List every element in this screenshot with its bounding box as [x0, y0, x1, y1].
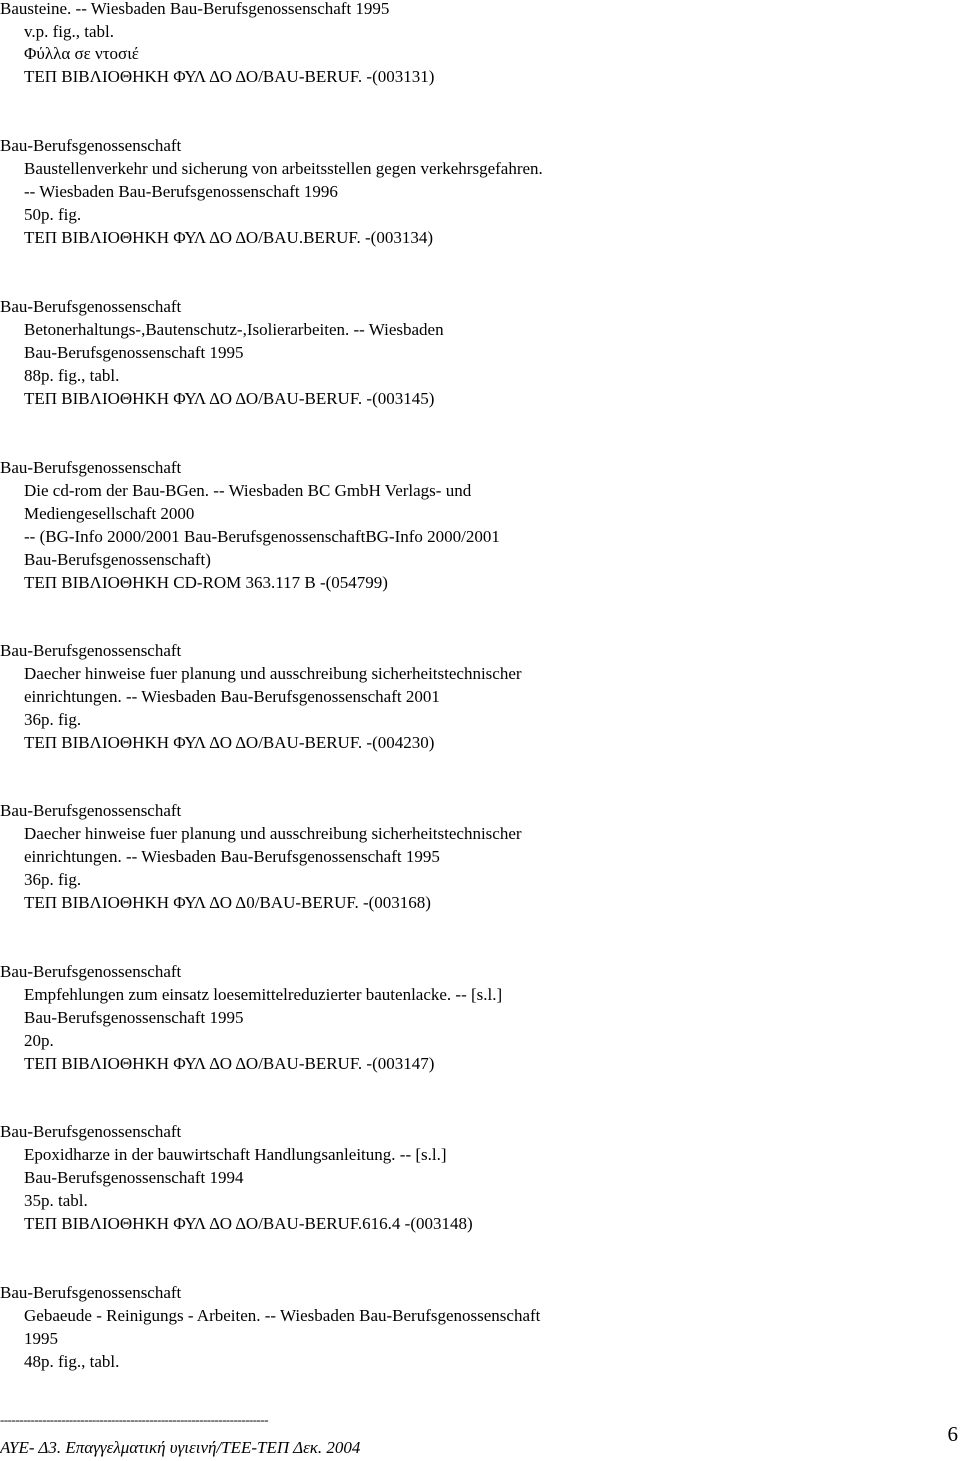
- entry-line: Mediengesellschaft 2000: [24, 504, 195, 523]
- entry-title: Betonerhaltungs-,Bautenschutz-,Isolierarbeiten. -- Wiesbaden: [24, 320, 444, 339]
- page-number: 6: [947, 1422, 958, 1446]
- entry-line: Φύλλα σε ντοσιέ: [24, 44, 139, 63]
- entry-author: Bau-Berufsgenossenschaft: [0, 962, 182, 981]
- entry-title: Empfehlungen zum einsatz loesemittelreduzierter bautenlacke. -- [s.l.]: [24, 985, 503, 1004]
- entry-line: 20p.: [24, 1031, 54, 1050]
- entry-line: Bau-Berufsgenossenschaft 1995: [24, 343, 244, 362]
- entry-line: einrichtungen. -- Wiesbaden Bau-Berufsgenossenschaft 2001: [24, 687, 440, 706]
- footer-rule: ----------------------------------------------------------------------: [0, 1412, 269, 1427]
- entry-author: Bau-Berufsgenossenschaft: [0, 136, 182, 155]
- entry-line: 36p. fig.: [24, 870, 82, 889]
- entry-call-number: ΤΕΠ ΒΙΒΛΙΟΘΗΚΗ ΦΥΛ ΔΟ ΔΟ/BAU-BERUF. -(003145): [24, 389, 435, 408]
- entry-title: Die cd-rom der Bau-BGen. -- Wiesbaden BC GmbH Verlags- und: [24, 481, 472, 500]
- entry-line: Bau-Berufsgenossenschaft 1994: [24, 1168, 244, 1187]
- entry-call-number: ΤΕΠ ΒΙΒΛΙΟΘΗΚΗ ΦΥΛ ΔΟ ΔΟ/BAU-BERUF. -(003131): [24, 67, 435, 86]
- entry-call-number: ΤΕΠ ΒΙΒΛΙΟΘΗΚΗ ΦΥΛ ΔΟ ΔΟ/BAU-BERUF.616.4 -(003148): [24, 1214, 473, 1233]
- entry-author: Bau-Berufsgenossenschaft: [0, 1122, 182, 1141]
- entry-line: v.p. fig., tabl.: [24, 22, 115, 41]
- entry-call-number: ΤΕΠ ΒΙΒΛΙΟΘΗΚΗ ΦΥΛ ΔΟ ΔΟ/BAU-BERUF. -(004230): [24, 733, 435, 752]
- entry-author: Bau-Berufsgenossenschaft: [0, 1283, 182, 1302]
- entry-author: Bau-Berufsgenossenschaft: [0, 801, 182, 820]
- entry-author: Bau-Berufsgenossenschaft: [0, 297, 182, 316]
- entry-line: 1995: [24, 1329, 58, 1348]
- entry-title: Daecher hinweise fuer planung und ausschreibung sicherheitstechnischer: [24, 664, 522, 683]
- footer-text: ΑΥΕ- Δ3. Επαγγελματική υγιεινή/ΤΕΕ-ΤΕΠ Δεκ. 2004: [0, 1438, 361, 1457]
- entry-author: Bau-Berufsgenossenschaft: [0, 641, 182, 660]
- entry-line: -- Wiesbaden Bau-Berufsgenossenschaft 1996: [24, 182, 338, 201]
- entry-line: einrichtungen. -- Wiesbaden Bau-Berufsgenossenschaft 1995: [24, 847, 440, 866]
- entry-line: Bau-Berufsgenossenschaft 1995: [24, 1008, 244, 1027]
- entry-call-number: ΤΕΠ ΒΙΒΛΙΟΘΗΚΗ ΦΥΛ ΔΟ ΔΟ/BAU.BERUF. -(003134): [24, 228, 433, 247]
- entry-line: Bausteine. -- Wiesbaden Bau-Berufsgenossenschaft 1995: [0, 0, 390, 18]
- entry-call-number: ΤΕΠ ΒΙΒΛΙΟΘΗΚΗ ΦΥΛ ΔΟ Δ0/BAU-BERUF. -(003168): [24, 893, 431, 912]
- entry-line: 48p. fig., tabl.: [24, 1352, 120, 1371]
- entry-call-number: ΤΕΠ ΒΙΒΛΙΟΘΗΚΗ ΦΥΛ ΔΟ ΔΟ/BAU-BERUF. -(003147): [24, 1054, 435, 1073]
- entry-title: Epoxidharze in der bauwirtschaft Handlungsanleitung. -- [s.l.]: [24, 1145, 447, 1164]
- entry-title: Baustellenverkehr und sicherung von arbeitsstellen gegen verkehrsgefahren.: [24, 159, 543, 178]
- entry-call-number: ΤΕΠ ΒΙΒΛΙΟΘΗΚΗ CD-ROM 363.117 B -(054799): [24, 573, 388, 592]
- entry-line: 36p. fig.: [24, 710, 82, 729]
- entry-line: 35p. tabl.: [24, 1191, 88, 1210]
- entry-line: 50p. fig.: [24, 205, 82, 224]
- entry-title: Daecher hinweise fuer planung und ausschreibung sicherheitstechnischer: [24, 824, 522, 843]
- entry-author: Bau-Berufsgenossenschaft: [0, 458, 182, 477]
- entry-line: -- (BG-Info 2000/2001 Bau-BerufsgenossenschaftBG-Info 2000/2001: [24, 527, 500, 546]
- entry-title: Gebaeude - Reinigungs - Arbeiten. -- Wiesbaden Bau-Berufsgenossenschaft: [24, 1306, 541, 1325]
- entry-line: Bau-Berufsgenossenschaft): [24, 550, 211, 569]
- entry-line: 88p. fig., tabl.: [24, 366, 120, 385]
